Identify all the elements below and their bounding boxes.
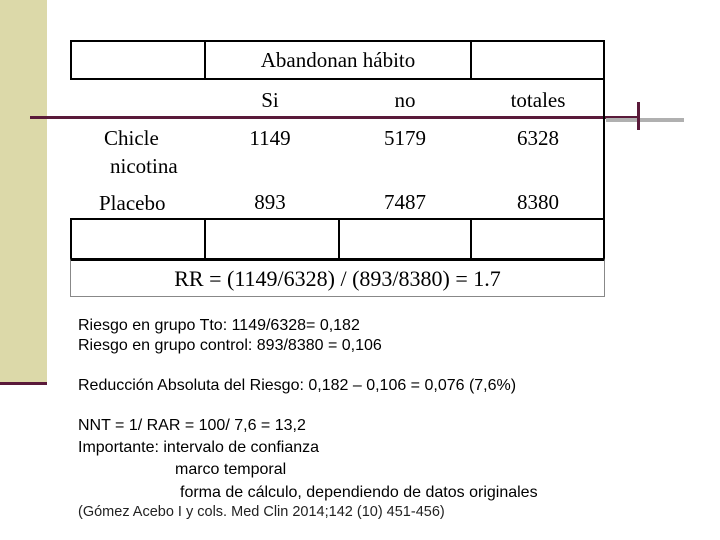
row-label: Chicle [104, 126, 159, 150]
table-left-border-bottom [70, 218, 72, 258]
table-col-divider [338, 218, 340, 258]
sidebar-decoration [0, 0, 47, 384]
note-line: marco temporal [175, 461, 287, 478]
sidebar-rule [0, 382, 47, 385]
note-line: Reducción Absoluta del Riesgo: 0,182 – 0,106 = 0,076 (7,6%) [78, 377, 517, 394]
table-header-divider [70, 78, 605, 80]
table-col-divider [204, 218, 206, 258]
rr-formula: RR = (1149/6328) / (893/8380) = 1.7 [174, 266, 501, 291]
reference-citation: (Gómez Acebo I y cols. Med Clin 2014;142 (10) 451-456) [78, 504, 445, 520]
col-header-no: no [394, 88, 416, 112]
note-line: Riesgo en grupo Tto: 1149/6328= 0,182 [78, 317, 360, 334]
table-top-border [70, 40, 605, 42]
table-cell: 7487 [384, 190, 426, 214]
table-cell: 893 [254, 190, 286, 214]
table-col-divider [470, 40, 472, 79]
row-label: Placebo [99, 191, 166, 215]
table-col-divider [470, 218, 472, 258]
note-line: Riesgo en grupo control: 893/8380 = 0,106 [78, 337, 382, 354]
rr-formula-box [70, 258, 605, 297]
vertical-rule [637, 102, 640, 130]
col-header-si: Si [261, 88, 279, 112]
table-cell: 1149 [249, 126, 291, 150]
note-line: NNT = 1/ RAR = 100/ 7,6 = 13,2 [78, 417, 306, 434]
table-right-border [603, 40, 605, 258]
note-line: Importante: intervalo de confianza [78, 439, 320, 456]
table-left-border-top [70, 40, 72, 79]
row-label: nicotina [110, 154, 178, 178]
col-header-totales: totales [510, 88, 566, 112]
table-cell: 8380 [517, 190, 559, 214]
gray-rule [606, 118, 684, 122]
table-cell: 6328 [517, 126, 559, 150]
table-cell: 5179 [384, 126, 426, 150]
note-line: forma de cálculo, dependiendo de datos originales [180, 484, 538, 501]
group-header: Abandonan hábito [260, 48, 416, 72]
